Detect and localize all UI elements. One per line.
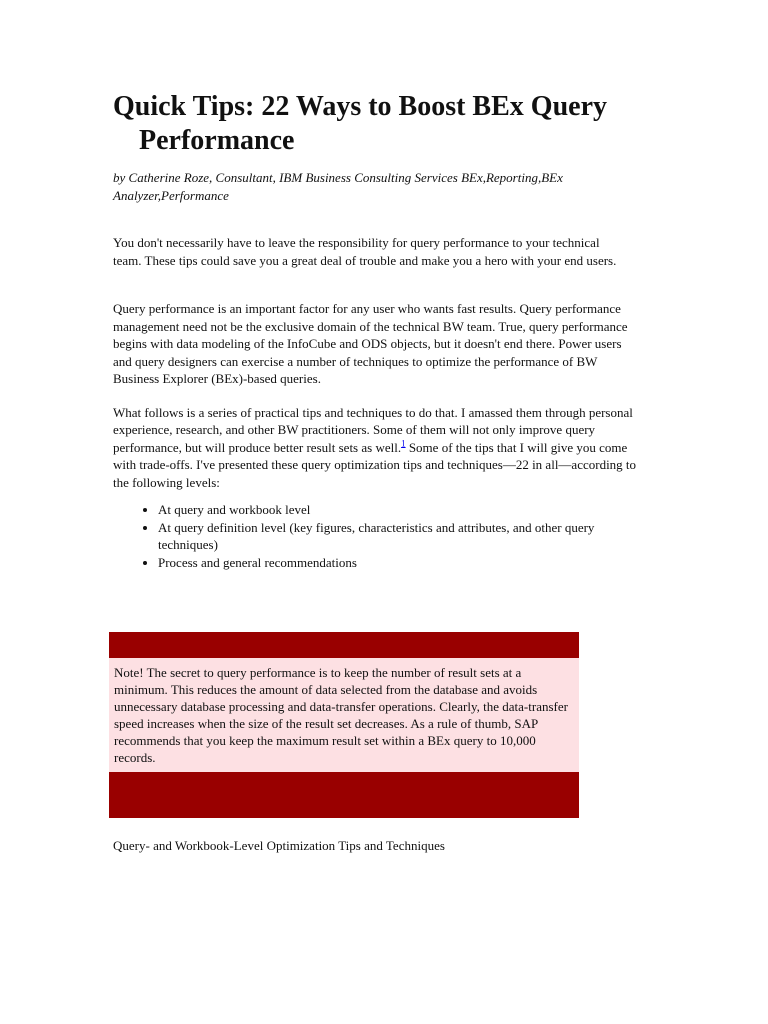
- note-top-bar: [109, 632, 579, 658]
- article-title: Quick Tips: 22 Ways to Boost BEx Query Performance: [113, 91, 607, 156]
- list-item: • At query definition level (key figures, characteristics and attributes, and other query techniques): [158, 519, 638, 554]
- intro-paragraph: You don't necessarily have to leave the responsibility for query performance to your technical team. These tips could save you a great deal of trouble and make you a hero with your end users.: [113, 235, 617, 268]
- body-paragraph-1: Query performance is an important factor for any user who wants fast results. Query performance management need not be the exclusive domain of the technical BW team. True, query performance begins with data modeling of the InfoCube and ODS objects, but it doesn't end there. Power users and query designers can exercise a number of techniques to optimize the performance of BW Business Explorer (BEx)-based queries.: [113, 301, 628, 386]
- byline: by Catherine Roze, Consultant, IBM Business Consulting Services BEx,Reporting,BEx Analyzer,Performance: [113, 170, 563, 203]
- body-paragraph-2: [113, 404, 653, 492]
- note-bottom-bar: [109, 772, 579, 818]
- section-heading: Query- and Workbook-Level Optimization Tips and Techniques: [113, 838, 445, 853]
- footnote-link[interactable]: 1: [401, 438, 406, 449]
- list-item: • At query and workbook level: [158, 501, 638, 519]
- levels-list: [113, 501, 658, 571]
- body-paragraph-2-text: What follows is a series of practical tips and techniques to do that. I amassed them through personal experience, research, and other BW practitioners. Some of them will not only improve query performance, but will produce better result sets as well.: [113, 404, 633, 455]
- list-item: • Process and general recommendations: [158, 554, 638, 572]
- article: [113, 90, 658, 571]
- note-box: [109, 632, 579, 818]
- body-paragraph-2-text-cont: Some of the tips that I will give you come with trade-offs. I've presented these query optimization tips and techniques—22 in all—according to the following levels:: [113, 439, 637, 490]
- note-text: Note! The secret to query performance is to keep the number of result sets at a minimum. This reduces the amount of data selected from the database and avoids unnecessary database processing and data-transfer operations. Clearly, the data-transfer speed increases when the size of the result set decreases. As a rule of thumb, SAP recommends that you keep the maximum result set within a BEx query to 10,000 records.: [109, 658, 579, 772]
